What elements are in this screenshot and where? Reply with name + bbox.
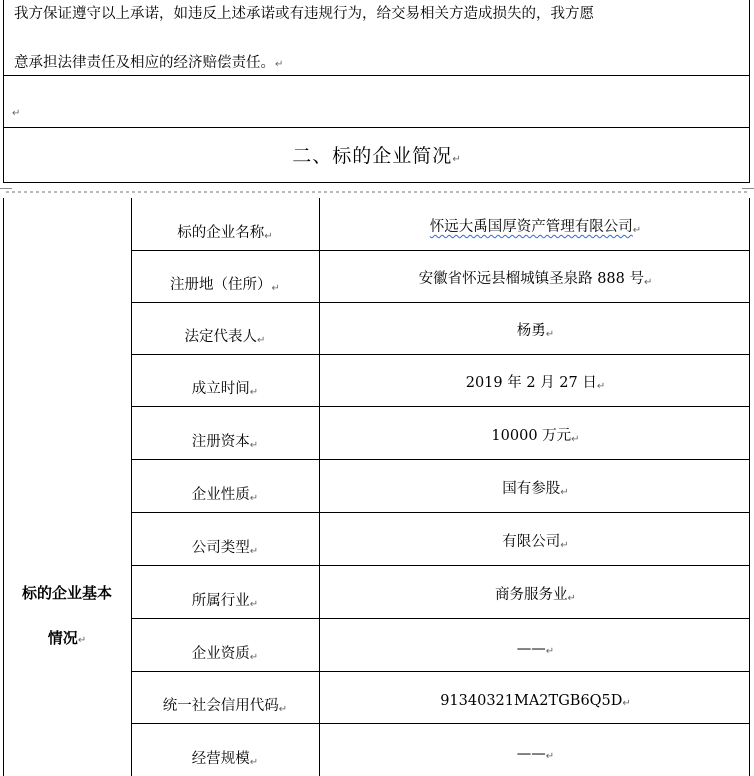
field-value: 10000 万元 ↵ [491,428,580,445]
paragraph-mark-icon: ↵ [644,277,653,288]
paragraph-mark-icon: ↵ [77,635,87,646]
field-value: 商务服务业 ↵ [495,587,576,604]
paragraph-mark-icon: ↵ [545,751,555,762]
field-value: 2019 年 2 月 27 日 ↵ [465,375,606,392]
paragraph-mark-icon: ↵ [249,493,259,504]
table-border-left [3,198,4,776]
left-merged-label-line-2: 情况↵ [47,629,87,647]
row-divider [3,182,750,183]
paragraph-mark-icon: ↵ [249,652,259,663]
page-break-dashed-line [6,191,748,193]
field-value: —— ↵ [516,641,555,657]
field-label: 公司类型 ↵ [191,540,259,557]
paragraph-mark-icon: ↵ [249,440,259,451]
paragraph-mark-icon: ↵ [545,646,555,657]
left-merged-label-line-1: 标的企业基本 [21,584,112,602]
field-value: 91340321MA2TGB6Q5D ↵ [440,693,631,709]
field-value: 怀远大禹国厚资产管理有限公司 ↵ [429,219,642,236]
paragraph-mark-icon: ↵ [545,329,555,340]
paragraph-mark-icon: ↵ [271,283,280,294]
paragraph-mark-icon: ↵ [257,335,266,346]
field-label: 注册资本 ↵ [191,434,259,451]
field-label: 法定代表人 ↵ [184,329,266,346]
field-label: 标的企业名称 ↵ [177,225,273,242]
field-label: 统一社会信用代码 ↵ [162,698,288,715]
paragraph-mark-icon: ↵ [249,599,259,610]
field-value: 国有参股 ↵ [502,481,569,498]
paragraph-mark-icon: ↵ [12,108,21,119]
field-label: 企业资质 ↵ [191,646,259,663]
paragraph-mark-icon: ↵ [249,757,259,768]
paragraph-mark-icon: ↵ [596,381,606,392]
paragraph-mark-icon: ↵ [632,225,642,236]
paragraph-mark-icon: ↵ [249,387,259,398]
paragraph-mark-icon: ↵ [452,154,462,165]
field-value: 安徽省怀远县榴城镇圣泉路 888 号 ↵ [418,271,653,288]
pledge-paragraph-line-1: 我方保证遵守以上承诺，如违反上述承诺或有违规行为，给交易相关方造成损失的，我方愿 [14,6,594,22]
section-title: 二、标的企业简况↵ [292,145,462,167]
row-divider [3,127,750,128]
paragraph-mark-icon: ↵ [275,59,284,70]
field-label: 所属行业 ↵ [191,593,259,610]
field-label: 经营规模 ↵ [191,751,259,768]
paragraph-mark-icon: ↵ [264,231,273,242]
field-label: 企业性质 ↵ [191,487,259,504]
field-label: 注册地（住所） ↵ [170,277,280,294]
pledge-paragraph-line-2: 意承担法律责任及相应的经济赔偿责任。↵ [14,55,284,71]
field-value: —— ↵ [516,746,555,762]
paragraph-mark-icon: ↵ [567,593,576,604]
row-divider [3,75,750,76]
field-label: 成立时间 ↵ [191,381,259,398]
paragraph-mark-icon: ↵ [571,434,580,445]
paragraph-mark-icon: ↵ [622,698,631,709]
page-break-marker [0,188,12,189]
page-break-marker [742,188,754,189]
paragraph-mark-icon: ↵ [560,487,569,498]
paragraph-mark-icon: ↵ [249,546,259,557]
paragraph-mark-icon: ↵ [278,704,288,715]
paragraph-mark-icon: ↵ [560,540,569,551]
field-value: 有限公司 ↵ [502,534,569,551]
field-value: 杨勇 ↵ [516,323,555,340]
